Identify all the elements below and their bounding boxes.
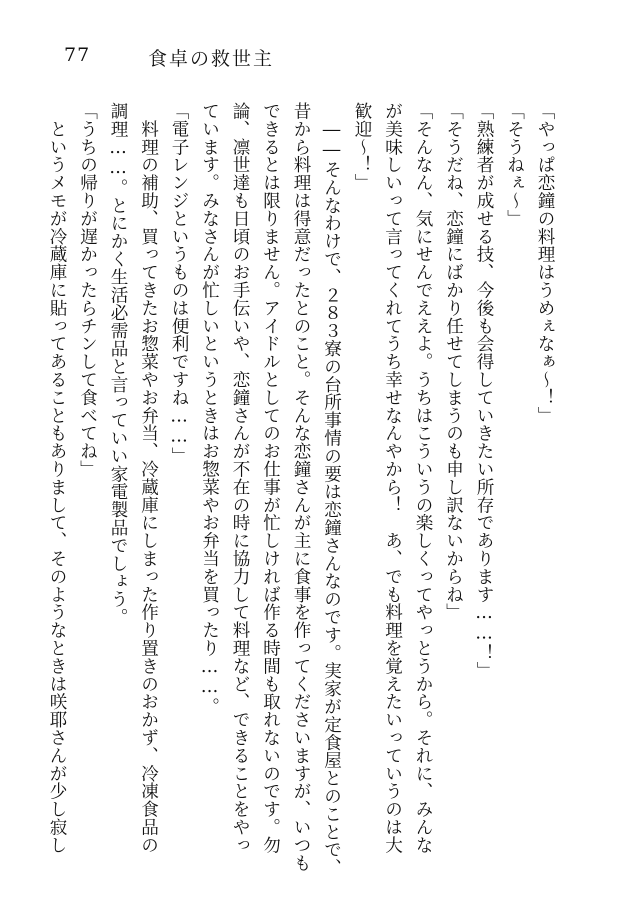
text-line: 「熟練者が成せる技、今後も会得していきたい所存であります……！」	[474, 102, 494, 680]
text-line: 「そうだね、恋鐘にばかり任せてしまうのも申し訳ないからね」	[443, 102, 464, 622]
text-line: 「うちの帰りが遅かったらチンして食べてね」	[77, 102, 98, 478]
running-title: 食卓の救世主	[148, 48, 275, 70]
page-number: 77	[64, 44, 91, 66]
text-line: 料理の補助、買ってきたお惣菜やお弁当、冷蔵庫にしまった作り置きのおかず、冷凍食品の	[138, 102, 159, 854]
text-line: が美味しいって言ってくれてうち幸せなんやから！ あ、でも料理を覚えたいっていうのは大	[382, 102, 403, 854]
text-line: 調理……。とにかく生活必需品と言っていい家電製品でしょう。	[108, 102, 128, 626]
text-line: 歓迎～！」	[352, 102, 372, 192]
body-text	[42, 102, 561, 877]
text-line: 論、凛世達も日頃のお手伝いや、恋鐘さんが不在の時に協力して料理など、できることをやっ	[230, 102, 250, 854]
text-line: 「そうねぇ～」	[504, 102, 525, 228]
text-line: ています。みなさんが忙しいというときはお惣菜やお弁当を買ったり……。	[199, 102, 220, 716]
text-line: というメモが冷蔵庫に貼ってあることもありまして、そのようなときは咲耶さんが少し寂し	[47, 102, 67, 854]
text-line: できるとは限りません。アイドルとしてのお仕事が忙しければ作る時間も取れないのです。勿	[260, 102, 281, 854]
text-line: 昔から料理は得意だったとのこと。そんな恋鐘さんが主に食事を作ってくださいますが、いつも	[291, 102, 311, 872]
text-line: 「そんなん、気にせんでええよ。うちはこういうの楽しくってやっとうから。それに、みんな	[413, 102, 433, 854]
text-line: ――そんなわけで、２８３寮の台所事情の要は恋鐘さんなのです。実家が定食屋とのことで、	[321, 102, 342, 877]
text-line: 「電子レンジというものは便利ですね……」	[169, 102, 189, 465]
text-line: 「やっぱ恋鐘の料理はうめぇなぁ～！」	[535, 102, 555, 425]
